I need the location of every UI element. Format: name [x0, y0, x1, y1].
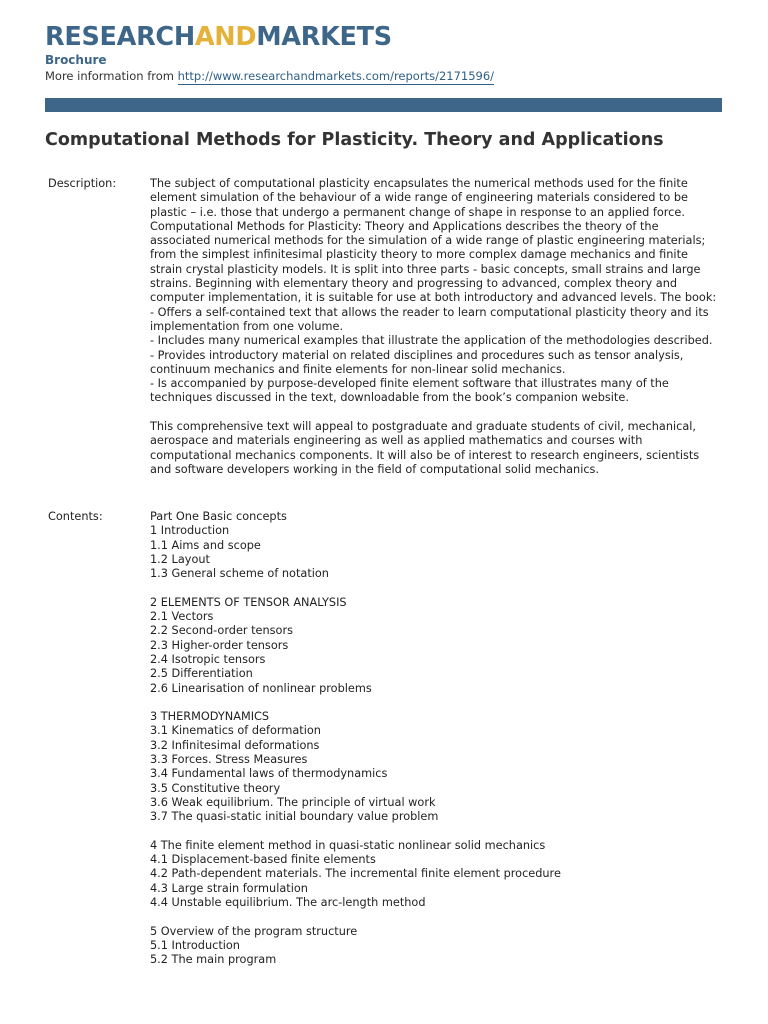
contents-item: 5.2 The main program: [150, 953, 277, 967]
contents-group: [150, 710, 718, 824]
contents-item: 3.5 Constitutive theory: [150, 781, 281, 795]
logo-research: RESEARCH: [45, 22, 195, 52]
contents-item: 4.3 Large strain formulation: [150, 881, 308, 895]
contents-item: 2.2 Second-order tensors: [150, 624, 293, 638]
contents-item: 5.1 Introduction: [150, 938, 240, 952]
contents-item: 4 The finite element method in quasi-static nonlinear solid mechanics: [150, 838, 546, 852]
description-body: [150, 177, 718, 477]
brochure-label: Brochure: [45, 53, 107, 67]
contents-item: 2.5 Differentiation: [150, 667, 253, 681]
description-bullet: - Includes many numerical examples that illustrate the application of the methodologies described.: [150, 334, 713, 348]
contents-group: [150, 839, 718, 910]
contents-item: 2 ELEMENTS OF TENSOR ANALYSIS: [150, 595, 347, 609]
description-closing: This comprehensive text will appeal to postgraduate and graduate students of civil, mechanical, aerospace and materials engineering as well as applied mathematics and courses with computational mechanics components. It will also be of interest to research engineers, scientists and software developers working in the field of computational solid mechanics.: [150, 420, 700, 476]
contents-label: Contents:: [48, 510, 103, 523]
description-intro: The subject of computational plasticity encapsulates the numerical methods used for the finite element simulation of the behaviour of a wide range of engineering materials considered to be plastic – i.e. those that undergo a permanent change of shape in response to an applied force. Computational Methods for Plasticity: Theory and Applications describes the theory of the associated numerical methods for the simulation of a wide range of plastic engineering materials; from the simplest infinitesimal plasticity theory to more complex damage mechanics and finite strain crystal plasticity models. It is split into three parts - basic concepts, small strains and large strains. Beginning with elementary theory and progressing to advanced, complex theory and computer implementation, it is suitable for use at both introductory and advanced levels. The book:: [150, 177, 717, 305]
logo-markets: MARKETS: [256, 22, 392, 52]
contents-item: 1.1 Aims and scope: [150, 538, 261, 552]
more-info-line: [45, 69, 494, 83]
contents-item: 2.6 Linearisation of nonlinear problems: [150, 681, 372, 695]
contents-item: 3.4 Fundamental laws of thermodynamics: [150, 767, 388, 781]
description-label: Description:: [48, 177, 117, 190]
contents-item: 4.2 Path-dependent materials. The incremental finite element procedure: [150, 867, 561, 881]
contents-item: 3.6 Weak equilibrium. The principle of virtual work: [150, 795, 436, 809]
contents-item: 4.4 Unstable equilibrium. The arc-length method: [150, 896, 426, 910]
contents-group: [150, 596, 718, 696]
contents-item: Part One Basic concepts: [150, 510, 287, 523]
contents-item: 3.3 Forces. Stress Measures: [150, 753, 308, 767]
contents-item: 2.3 Higher-order tensors: [150, 638, 289, 652]
contents-item: 1.3 General scheme of notation: [150, 567, 329, 581]
report-link[interactable]: http://www.researchandmarkets.com/reports/2171596/: [177, 69, 495, 83]
contents-item: 4.1 Displacement-based finite elements: [150, 853, 376, 867]
logo-and: AND: [194, 22, 257, 52]
description-bullet: - Is accompanied by purpose-developed finite element software that illustrates many of the techniques discussed in the text, downloadable from the book’s companion website.: [150, 377, 669, 405]
contents-item: 2.1 Vectors: [150, 610, 214, 624]
description-bullet: - Offers a self-contained text that allows the reader to learn computational plasticity theory and its implementation from one volume.: [150, 305, 709, 333]
contents-item: 5 Overview of the program structure: [150, 924, 358, 938]
contents-group: [150, 925, 718, 968]
contents-item: 3.7 The quasi-static initial boundary value problem: [150, 810, 439, 824]
contents-list: [150, 510, 718, 982]
contents-item: 1.2 Layout: [150, 552, 210, 566]
contents-item: 3 THERMODYNAMICS: [150, 710, 270, 724]
contents-group: [150, 510, 718, 581]
logo: [45, 22, 392, 52]
header-divider-bar: [45, 98, 722, 112]
more-info-prefix: More information from: [45, 69, 174, 83]
description-bullet: - Provides introductory material on related disciplines and procedures such as tensor analysis, continuum mechanics and finite elements for non-linear solid mechanics.: [150, 348, 684, 376]
contents-item: 1 Introduction: [150, 524, 230, 538]
contents-item: 3.2 Infinitesimal deformations: [150, 738, 320, 752]
contents-item: 3.1 Kinematics of deformation: [150, 724, 321, 738]
page-title: Computational Methods for Plasticity. Theory and Applications: [45, 130, 664, 150]
contents-item: 2.4 Isotropic tensors: [150, 652, 266, 666]
